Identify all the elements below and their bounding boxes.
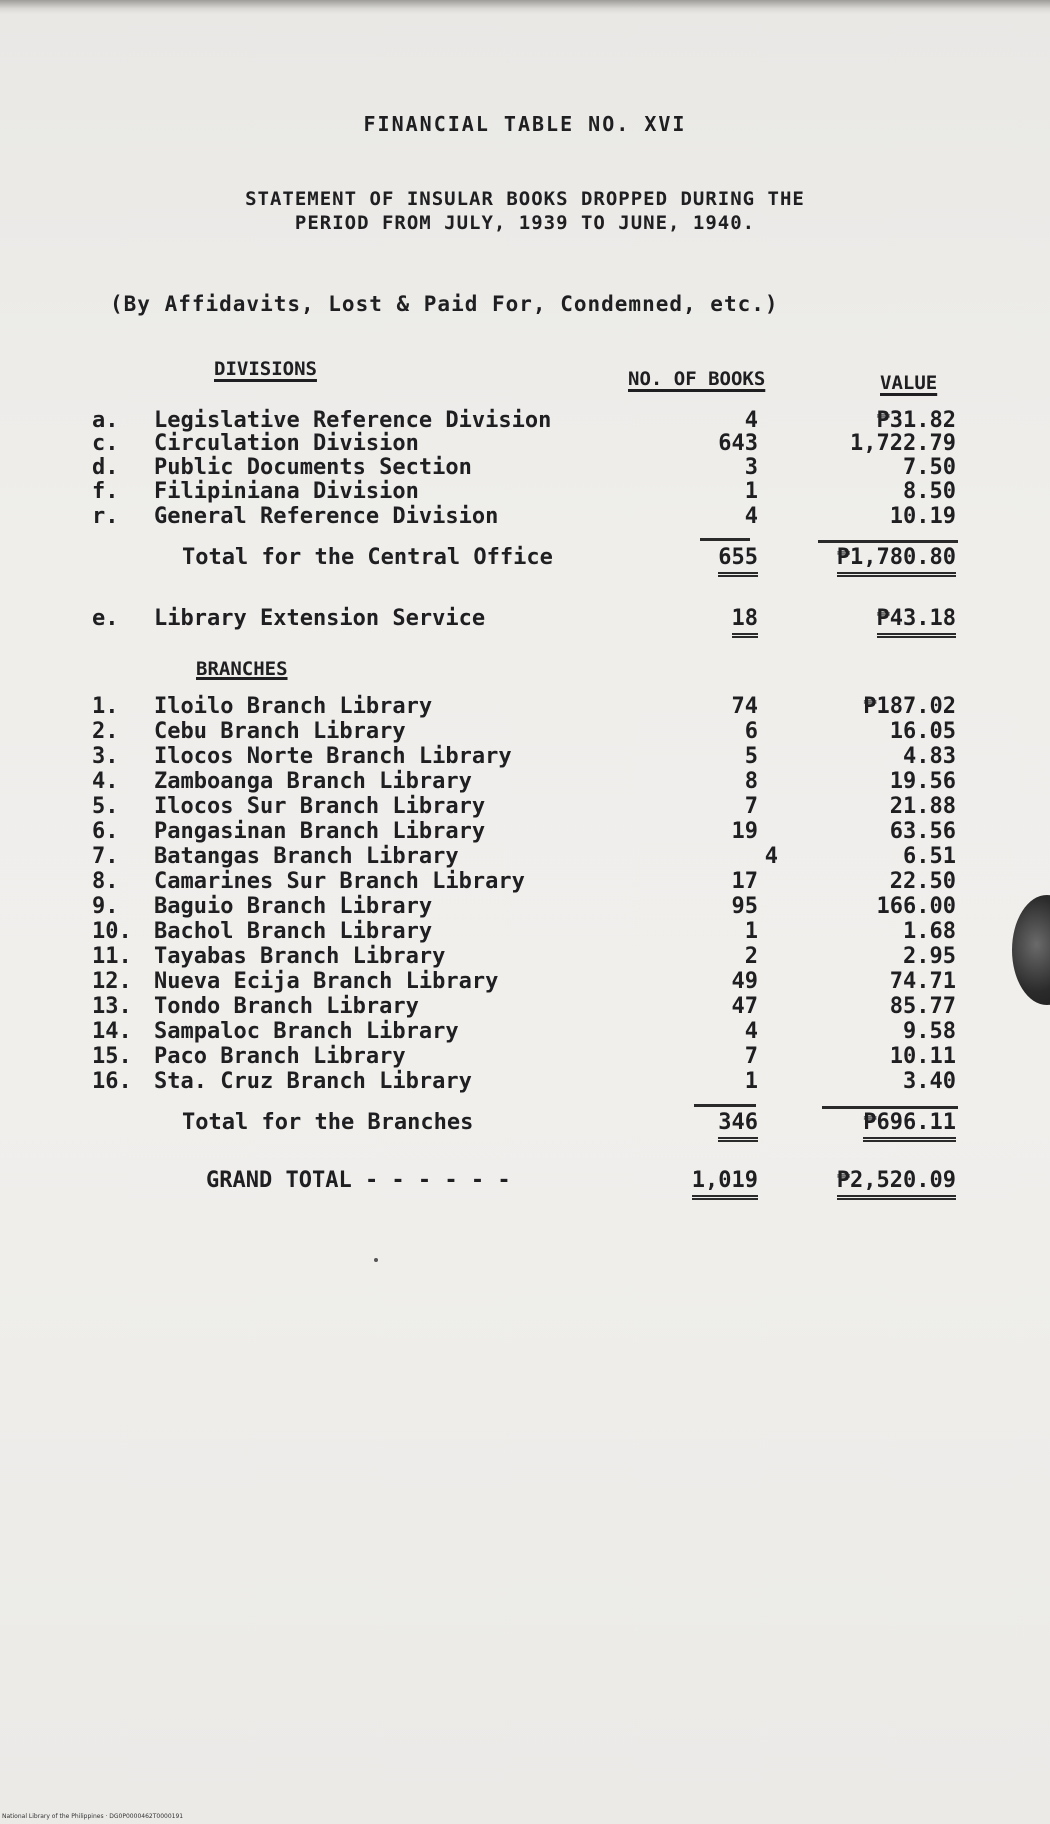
row-books: 7 [744, 794, 758, 819]
row-letter: c. [92, 431, 119, 456]
row-number: 9. [92, 894, 119, 919]
central-office-total-value: ₱1,780.80 [837, 545, 956, 577]
table-row [0, 408, 1050, 433]
statement-title-line1: STATEMENT OF INSULAR BOOKS DROPPED DURING THE [245, 188, 805, 210]
row-number: 3. [92, 744, 119, 769]
rule-line [700, 538, 750, 541]
row-books: 3 [744, 455, 758, 480]
branches-total-value: ₱696.11 [863, 1110, 956, 1142]
row-branch-name: Pangasinan Branch Library [154, 819, 486, 844]
row-division-name: Public Documents Section [154, 455, 472, 480]
row-books: 4 [744, 504, 758, 529]
row-value: 1,722.79 [850, 431, 956, 456]
row-branch-name: Cebu Branch Library [154, 719, 406, 744]
table-row [0, 719, 1050, 744]
row-branch-name: Ilocos Norte Branch Library [154, 744, 512, 769]
row-value: 1.68 [903, 919, 956, 944]
row-value: ₱31.82 [876, 408, 956, 433]
row-letter: d. [92, 455, 119, 480]
table-row [0, 479, 1050, 504]
row-books: 1 [744, 479, 758, 504]
row-number: 12. [92, 969, 132, 994]
row-number: 2. [92, 719, 119, 744]
row-division-name: General Reference Division [154, 504, 499, 529]
row-branch-name: Baguio Branch Library [154, 894, 433, 919]
row-division-name: Circulation Division [154, 431, 419, 456]
row-number: 13. [92, 994, 132, 1019]
table-row [0, 844, 1050, 869]
row-branch-name: Ilocos Sur Branch Library [154, 794, 486, 819]
row-value: 10.19 [889, 504, 956, 529]
row-books: 95 [731, 894, 758, 919]
row-number: 16. [92, 1069, 132, 1094]
rule-line [822, 1106, 958, 1109]
branches-total-label: Total for the Branches [182, 1110, 474, 1135]
scan-footer-credit: National Library of the Philippines · DG0P0000462T0000191 [2, 1813, 184, 1820]
row-books: 4 [764, 844, 778, 869]
table-row [0, 819, 1050, 844]
rule-line [818, 540, 958, 543]
row-value: 2.95 [903, 944, 956, 969]
row-letter: e. [92, 606, 119, 631]
row-branch-name: Zamboanga Branch Library [154, 769, 472, 794]
table-row [0, 794, 1050, 819]
row-value: 22.50 [889, 869, 956, 894]
row-value: 16.05 [889, 719, 956, 744]
row-value: 9.58 [903, 1019, 956, 1044]
rule-line [694, 1104, 756, 1107]
central-office-total-label: Total for the Central Office [182, 545, 553, 570]
row-value: 3.40 [903, 1069, 956, 1094]
row-number: 14. [92, 1019, 132, 1044]
table-row [0, 994, 1050, 1019]
row-branch-name: Paco Branch Library [154, 1044, 406, 1069]
row-value: 74.71 [889, 969, 956, 994]
row-number: 5. [92, 794, 119, 819]
row-number: 7. [92, 844, 119, 869]
row-letter: f. [92, 479, 119, 504]
page-edge-shadow [0, 0, 1050, 14]
row-branch-name: Nueva Ecija Branch Library [154, 969, 499, 994]
row-books: 47 [731, 994, 758, 1019]
row-branch-name: Tondo Branch Library [154, 994, 419, 1019]
branches-header: BRANCHES [196, 658, 288, 680]
row-value: 4.83 [903, 744, 956, 769]
table-row [0, 744, 1050, 769]
statement-note: (By Affidavits, Lost & Paid For, Condemned, etc.) [110, 292, 779, 316]
row-value: ₱43.18 [877, 606, 956, 638]
row-division-name: Legislative Reference Division [154, 408, 552, 433]
row-value: ₱187.02 [863, 694, 956, 719]
row-number: 10. [92, 919, 132, 944]
table-title: FINANCIAL TABLE NO. XVI [363, 112, 687, 136]
row-books: 19 [731, 819, 758, 844]
row-value: 63.56 [889, 819, 956, 844]
table-row [0, 969, 1050, 994]
row-number: 1. [92, 694, 119, 719]
table-row [0, 769, 1050, 794]
row-value: 10.11 [889, 1044, 956, 1069]
row-branch-name: Batangas Branch Library [154, 844, 459, 869]
row-books: 1 [744, 919, 758, 944]
extension-row [0, 606, 1050, 631]
row-books: 4 [744, 1019, 758, 1044]
row-branch-name: Iloilo Branch Library [154, 694, 433, 719]
row-books: 74 [731, 694, 758, 719]
row-books: 5 [744, 744, 758, 769]
table-row [0, 944, 1050, 969]
row-number: 8. [92, 869, 119, 894]
row-books: 18 [732, 606, 759, 638]
row-branch-name: Camarines Sur Branch Library [154, 869, 525, 894]
ink-dot [374, 1258, 378, 1262]
row-number: 11. [92, 944, 132, 969]
row-value: 7.50 [903, 455, 956, 480]
row-division-name: Library Extension Service [154, 606, 486, 631]
column-header-books: NO. OF BOOKS [628, 368, 766, 390]
table-row [0, 694, 1050, 719]
row-books: 4 [744, 408, 758, 433]
row-value: 21.88 [889, 794, 956, 819]
row-books: 643 [718, 431, 758, 456]
statement-title-line2: PERIOD FROM JULY, 1939 TO JUNE, 1940. [294, 212, 756, 234]
row-number: 6. [92, 819, 119, 844]
row-number: 4. [92, 769, 119, 794]
row-value: 19.56 [889, 769, 956, 794]
grand-total-books: 1,019 [692, 1168, 758, 1200]
row-value: 85.77 [889, 994, 956, 1019]
row-branch-name: Tayabas Branch Library [154, 944, 446, 969]
row-books: 7 [744, 1044, 758, 1069]
row-books: 17 [731, 869, 758, 894]
column-header-value: VALUE [880, 372, 938, 394]
row-books: 6 [744, 719, 758, 744]
table-row [0, 894, 1050, 919]
row-branch-name: Bachol Branch Library [154, 919, 433, 944]
table-row [0, 919, 1050, 944]
row-value: 6.51 [903, 844, 956, 869]
central-office-total-books: 655 [718, 545, 758, 577]
row-number: 15. [92, 1044, 132, 1069]
table-row [0, 869, 1050, 894]
row-books: 2 [744, 944, 758, 969]
row-division-name: Filipiniana Division [154, 479, 419, 504]
row-books: 49 [731, 969, 758, 994]
table-row [0, 1044, 1050, 1069]
row-books: 8 [744, 769, 758, 794]
table-row [0, 504, 1050, 529]
row-branch-name: Sta. Cruz Branch Library [154, 1069, 472, 1094]
table-row [0, 1019, 1050, 1044]
branches-total-books: 346 [718, 1110, 758, 1142]
row-letter: a. [92, 408, 119, 433]
table-row [0, 431, 1050, 456]
table-row [0, 455, 1050, 480]
row-letter: r. [92, 504, 119, 529]
grand-total-label: GRAND TOTAL - - - - - - [206, 1168, 511, 1193]
row-branch-name: Sampaloc Branch Library [154, 1019, 459, 1044]
row-value: 8.50 [903, 479, 956, 504]
table-row [0, 1069, 1050, 1094]
row-value: 166.00 [876, 894, 956, 919]
grand-total-value: ₱2,520.09 [837, 1168, 956, 1200]
row-books: 1 [744, 1069, 758, 1094]
column-header-divisions: DIVISIONS [214, 358, 317, 380]
